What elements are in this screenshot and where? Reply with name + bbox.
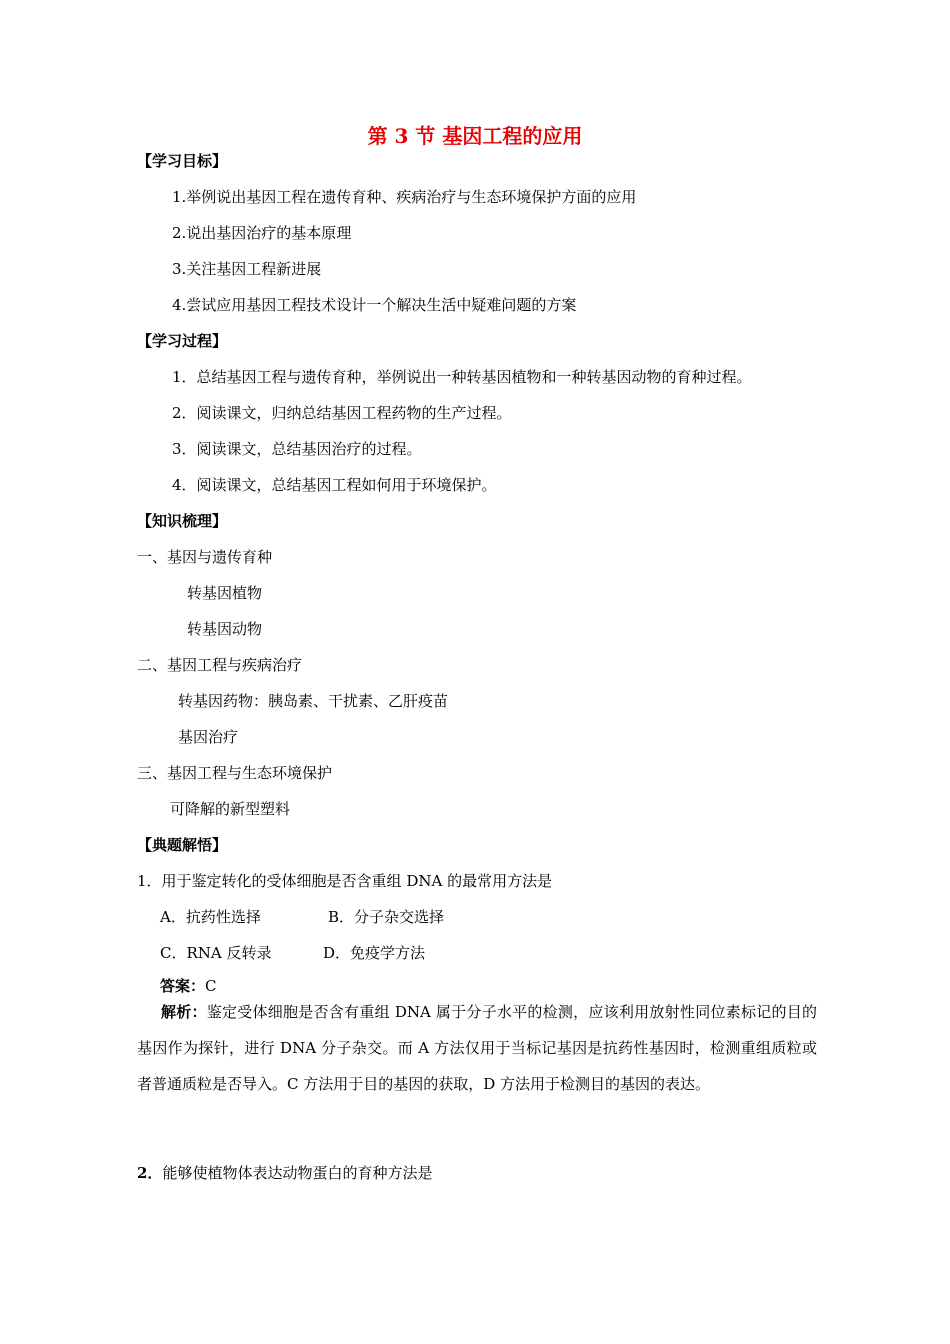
goal-item-2: 2.说出基因治疗的基本原理 — [172, 224, 352, 242]
process-item-4: 4．阅读课文，总结基因工程如何用于环境保护。 — [172, 476, 497, 494]
question-2 — [137, 1162, 432, 1184]
question-1: 1．用于鉴定转化的受体细胞是否含重组 DNA 的最常用方法是 — [137, 872, 553, 890]
knowledge-part3-title: 三、基因工程与生态环境保护 — [137, 764, 333, 782]
knowledge-part2-item-2: 基因治疗 — [178, 728, 239, 746]
analysis-text: 鉴定受体细胞是否含有重组 DNA 属于分子水平的检测，应该利用放射性同位素标记的目的基因作为探针，进行 DNA 分子杂交。而 A 方法仅用于当标记基因是抗药性基因时，检测重组质粒或者普通质粒是否导入。C 方法用于目的基因的获取，D 方法用于检测目的基因的表达。 — [137, 1003, 817, 1093]
answer-value: C — [205, 977, 217, 995]
answer-label: 答案： — [160, 977, 206, 995]
analysis-paragraph — [137, 994, 817, 1102]
goal-item-3: 3.关注基因工程新进展 — [172, 260, 322, 278]
option-d: D．免疫学方法 — [323, 944, 426, 962]
option-a: A．抗药性选择 — [160, 908, 261, 926]
knowledge-part1-title: 一、基因与遗传育种 — [137, 548, 273, 566]
goal-item-4: 4.尝试应用基因工程技术设计一个解决生活中疑难问题的方案 — [172, 296, 577, 314]
knowledge-heading: 【知识梳理】 — [137, 512, 228, 530]
option-b: B．分子杂交选择 — [328, 908, 445, 926]
process-item-1: 1．总结基因工程与遗传育种，举例说出一种转基因植物和一种转基因动物的育种过程。 — [172, 368, 752, 386]
knowledge-part1-item-1: 转基因植物 — [187, 584, 263, 602]
knowledge-part3-item-1: 可降解的新型塑料 — [170, 800, 291, 818]
knowledge-part2-title: 二、基因工程与疾病治疗 — [137, 656, 303, 674]
process-item-3: 3．阅读课文，总结基因治疗的过程。 — [172, 440, 422, 458]
knowledge-part2-item-1: 转基因药物：胰岛素、干扰素、乙肝疫苗 — [178, 692, 449, 710]
question-2-text: 能够使植物体表达动物蛋白的育种方法是 — [162, 1164, 433, 1182]
goals-heading: 【学习目标】 — [137, 152, 228, 170]
option-c: C．RNA 反转录 — [160, 944, 272, 962]
page-title: 第 3 节 基因工程的应用 — [367, 124, 583, 148]
question-2-number: 2． — [137, 1164, 163, 1182]
analysis-label: 解析： — [161, 1003, 207, 1021]
process-item-2: 2．阅读课文，归纳总结基因工程药物的生产过程。 — [172, 404, 512, 422]
process-heading: 【学习过程】 — [137, 332, 228, 350]
examples-heading: 【典题解悟】 — [137, 836, 228, 854]
knowledge-part1-item-2: 转基因动物 — [187, 620, 263, 638]
goal-item-1: 1.举例说出基因工程在遗传育种、疾病治疗与生态环境保护方面的应用 — [172, 188, 637, 206]
